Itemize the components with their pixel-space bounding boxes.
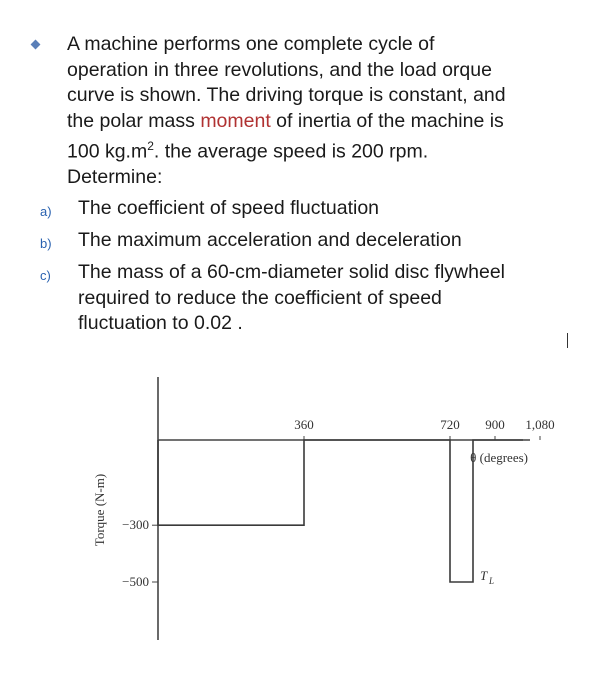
problem-line-4b: of inertia of the machine is (270, 109, 504, 132)
torque-chart (60, 360, 560, 655)
problem-line-5a: 100 kg.m (67, 140, 148, 163)
x-tick-label: 360 (294, 417, 314, 432)
load-torque-curve (158, 440, 523, 582)
problem-superscript: 2 (147, 139, 154, 153)
y-tick-label: −300 (122, 517, 149, 533)
chart-axes (152, 377, 540, 640)
question-part-c (40, 260, 510, 337)
x-tick-label: 1,080 (525, 417, 555, 432)
problem-line-6: Determine: (67, 166, 163, 188)
diamond-bullet-icon (31, 40, 41, 50)
problem-statement (48, 32, 578, 191)
part-text: The coefficient of speed fluctuation (78, 197, 380, 219)
problem-line-1: A machine performs one complete cycle of (67, 33, 435, 55)
part-text: The maximum acceleration and deceleration (78, 229, 462, 251)
problem-line-2: operation in three revolutions, and the load orque (67, 58, 492, 81)
part-text: The mass of a 60-cm-diameter solid disc flywheel required to reduce the coefficient of speed fluctuation to 0.02 . (78, 261, 505, 334)
load-torque-line (158, 440, 523, 582)
x-axis-label: θ (degrees) (470, 450, 528, 465)
curve-label-subscript: L (489, 576, 495, 586)
y-axis-label: Torque (N-m) (92, 473, 107, 547)
part-letter: c) (40, 268, 51, 283)
problem-text (48, 32, 578, 191)
x-tick-label: 720 (440, 417, 460, 432)
chart-labels (92, 417, 555, 589)
curve-label: T (480, 568, 488, 583)
torque-chart-svg (60, 360, 560, 650)
part-letter: b) (40, 236, 52, 251)
question-parts-list (40, 196, 600, 343)
question-part-b (40, 228, 600, 254)
problem-line-3: curve is shown. The driving torque is constant, and (67, 84, 506, 106)
text-cursor (567, 333, 568, 348)
problem-word-moment: moment (200, 109, 271, 132)
x-tick-label: 900 (485, 417, 505, 432)
question-part-a (40, 196, 600, 222)
problem-line-5b: . the average speed is 200 rpm. (153, 140, 429, 163)
y-tick-label: −500 (122, 574, 149, 589)
part-letter: a) (40, 204, 52, 219)
problem-line-4a: the polar mass (67, 109, 201, 132)
